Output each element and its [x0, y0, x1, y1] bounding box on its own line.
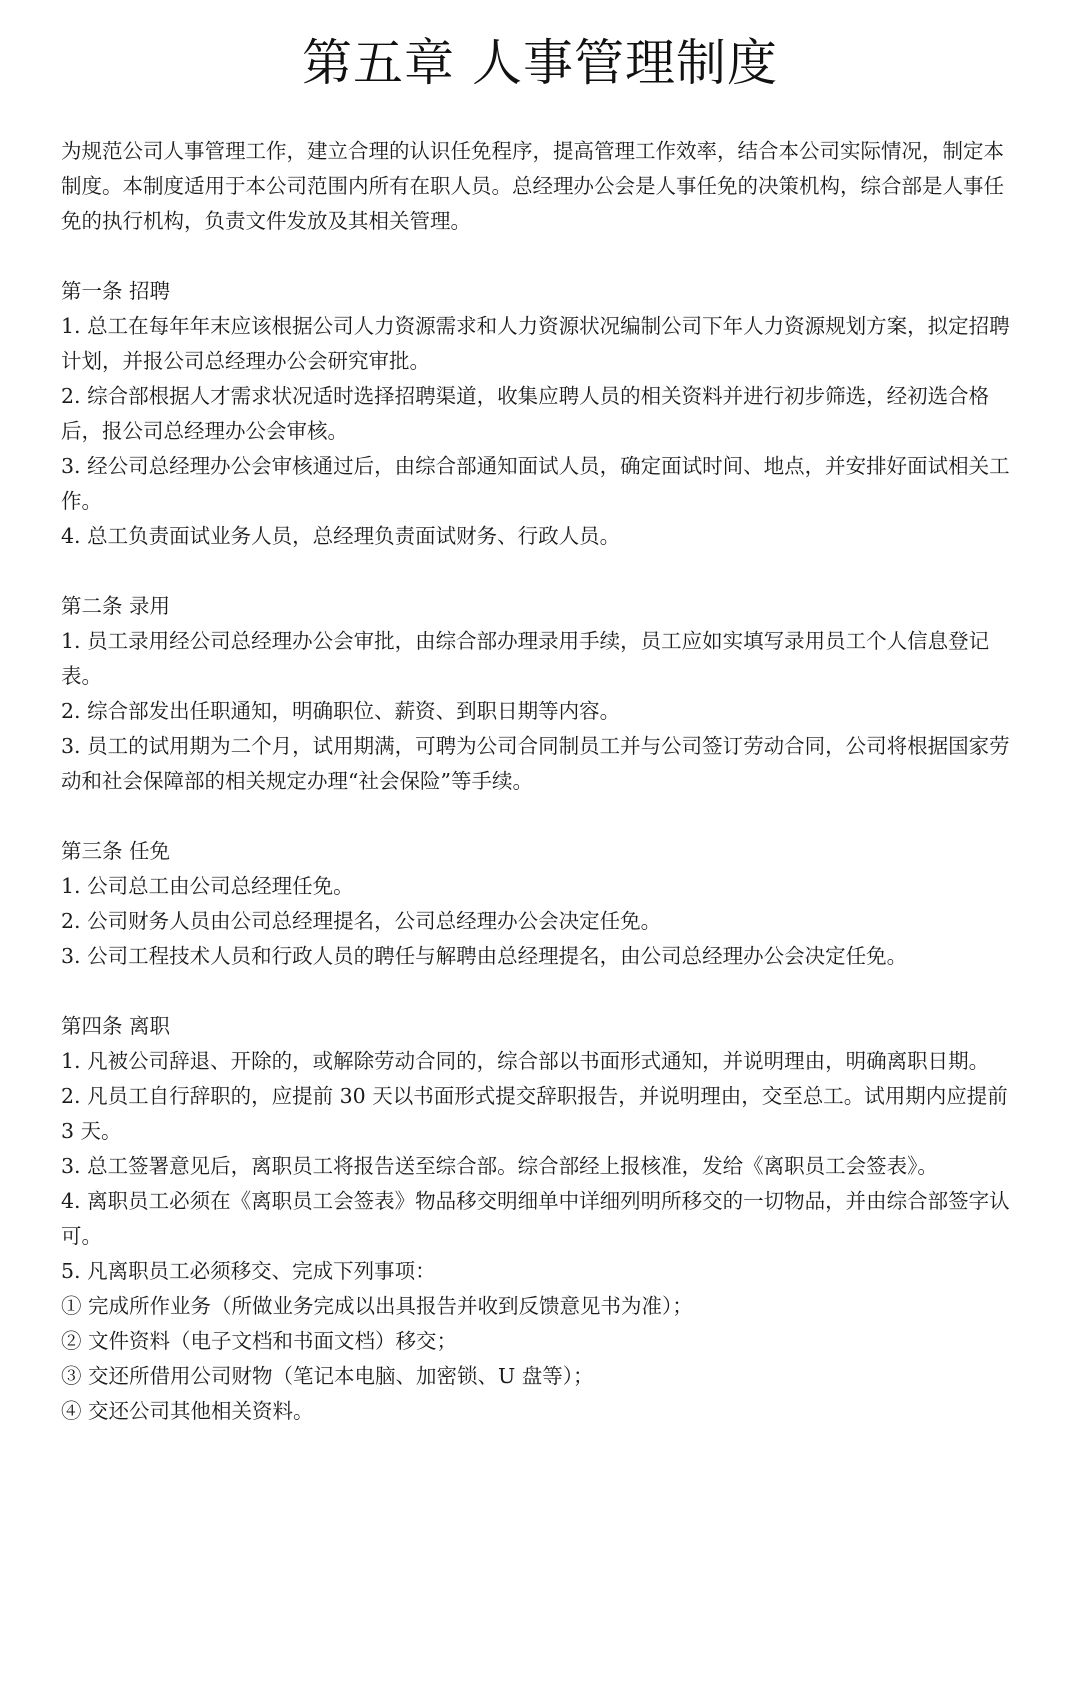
list-item: ① 完成所作业务（所做业务完成以出具报告并收到反馈意见书为准）；	[61, 1294, 693, 1318]
section-heading: 第一条 招聘	[61, 279, 171, 303]
list-item: 2. 凡员工自行辞职的，应提前 30 天以书面形式提交辞职报告，并说明理由，交至总工。试用期内应提前 3 天。	[61, 1084, 1008, 1143]
list-item: 4. 总工负责面试业务人员，总经理负责面试财务、行政人员。	[61, 524, 621, 548]
intro-paragraph: 为规范公司人事管理工作，建立合理的认识任免程序，提高管理工作效率，结合本公司实际情况，制定本制度。本制度适用于本公司范围内所有在职人员。总经理办公会是人事任免的决策机构，综合部是人事任免的执行机构，负责文件发放及其相关管理。	[61, 139, 1004, 233]
list-item: 1. 总工在每年年末应该根据公司人力资源需求和人力资源状况编制公司下年人力资源规划方案，拟定招聘计划，并报公司总经理办公会研究审批。	[61, 314, 1010, 373]
page-title: 第五章 人事管理制度	[302, 34, 778, 92]
section-spacer	[61, 554, 1013, 589]
list-item: 1. 员工录用经公司总经理办公会审批，由综合部办理录用手续，员工应如实填写录用员工个人信息登记表。	[61, 629, 990, 688]
section-recruitment	[61, 274, 1013, 554]
section-heading: 第二条 录用	[61, 594, 171, 618]
list-item: 2. 综合部根据人才需求状况适时选择招聘渠道，收集应聘人员的相关资料并进行初步筛选，经初选合格后，报公司总经理办公会审核。	[61, 384, 990, 443]
list-item: 1. 凡被公司辞退、开除的，或解除劳动合同的，综合部以书面形式通知，并说明理由，明确离职日期。	[61, 1049, 990, 1073]
section-heading: 第三条 任免	[61, 839, 171, 863]
list-item: 5. 凡离职员工必须移交、完成下列事项：	[61, 1259, 436, 1283]
list-item: 2. 公司财务人员由公司总经理提名，公司总经理办公会决定任免。	[61, 909, 662, 933]
section-resignation	[61, 1009, 1013, 1429]
list-item: 1. 公司总工由公司总经理任免。	[61, 874, 354, 898]
list-item: ② 文件资料（电子文档和书面文档）移交；	[61, 1329, 458, 1353]
section-appointment	[61, 834, 1013, 974]
list-item: 3. 员工的试用期为二个月，试用期满，可聘为公司合同制员工并与公司签订劳动合同，公司将根据国家劳动和社会保障部的相关规定办理“社会保险”等手续。	[61, 734, 1010, 793]
list-item: 2. 综合部发出任职通知，明确职位、薪资、到职日期等内容。	[61, 699, 621, 723]
section-spacer	[61, 799, 1013, 834]
list-item: 3. 公司工程技术人员和行政人员的聘任与解聘由总经理提名，由公司总经理办公会决定任免。	[61, 944, 908, 968]
list-item: 4. 离职员工必须在《离职员工会签表》物品移交明细单中详细列明所移交的一切物品，并由综合部签字认可。	[61, 1189, 1010, 1248]
list-item: 3. 总工签署意见后，离职员工将报告送至综合部。综合部经上报核准，发给《离职员工会签表》。	[61, 1154, 938, 1178]
list-item: ③ 交还所借用公司财物（笔记本电脑、加密锁、U 盘等）；	[61, 1364, 594, 1388]
section-employment	[61, 589, 1013, 799]
section-heading: 第四条 离职	[61, 1014, 171, 1038]
section-spacer	[61, 974, 1013, 1009]
list-item: ④ 交还公司其他相关资料。	[61, 1399, 314, 1423]
document-body	[61, 134, 1013, 1429]
section-spacer	[61, 239, 1013, 274]
list-item: 3. 经公司总经理办公会审核通过后，由综合部通知面试人员，确定面试时间、地点，并安排好面试相关工作。	[61, 454, 1010, 513]
